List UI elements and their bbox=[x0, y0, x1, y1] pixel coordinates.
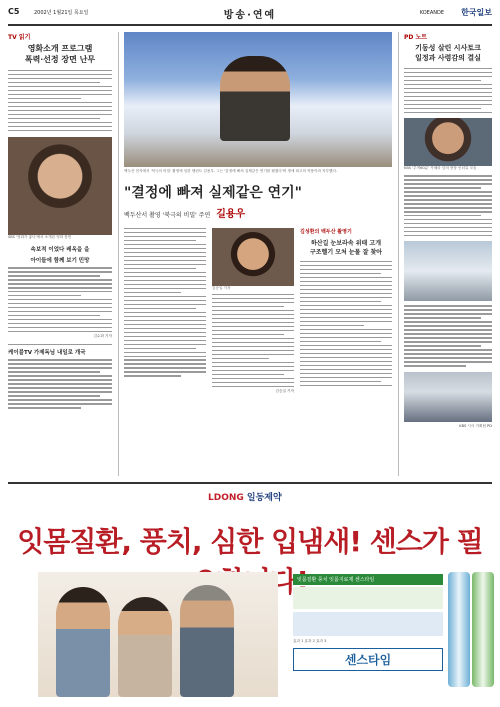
article-text-4 bbox=[124, 228, 206, 377]
right-headline-2: 일정과 사령감의 결실 bbox=[415, 53, 481, 62]
right-headline-1: 기동성 살린 시사토크 bbox=[415, 43, 481, 52]
right-tag: PD 노트 bbox=[404, 34, 428, 41]
left-byline: 김수화 기자 bbox=[93, 334, 112, 339]
ad-product-tube-1 bbox=[448, 572, 470, 687]
sidebar-headline-2: 구조헬기 모처 눈물 잘 찾아 bbox=[309, 249, 383, 256]
page-header bbox=[8, 4, 492, 26]
column-divider bbox=[118, 32, 119, 476]
ad-person-3 bbox=[180, 585, 234, 697]
advertisement bbox=[8, 482, 492, 700]
ad-box-note: 효과 1 효과 2 효과 3 bbox=[293, 639, 327, 643]
left-subhead-2: 아이들에 함께 보기 민망 bbox=[30, 258, 90, 265]
center-subhead-text: 백두산서 촬영 '북극의 비밀' 주연 bbox=[124, 212, 211, 220]
issue-date: 2002년 1월21일 목요일 bbox=[34, 10, 89, 16]
right-photo-caption: KBS '추적60분' 카메라 앞의 현장 인터뷰 모습 bbox=[404, 166, 477, 171]
right-photo-3 bbox=[404, 372, 492, 422]
left-column bbox=[8, 32, 112, 409]
article-text-2 bbox=[8, 267, 112, 332]
actor-figure bbox=[220, 56, 290, 141]
ad-product-name: 센스타임 bbox=[293, 648, 443, 671]
main-photo bbox=[124, 32, 392, 167]
ad-brand-a: LDONG bbox=[208, 493, 244, 503]
left-headline-1: 영화소개 프로그램 bbox=[27, 43, 93, 53]
center-sidebar bbox=[300, 228, 392, 386]
ad-box-green bbox=[293, 587, 443, 609]
article-text-7 bbox=[404, 68, 492, 113]
ad-product-tube-2 bbox=[472, 572, 494, 687]
ad-brand bbox=[208, 490, 282, 503]
main-photo-caption: 백두산 천지에서 '북극의 비밀' 촬영에 임한 탤런트 길용우. 그는 '감정에 빠져 실제같은 연기를 펼쳤다'며 생애 최고의 작품이라 자부했다. bbox=[124, 169, 338, 173]
center-byline: 김승일 기자 bbox=[275, 389, 294, 394]
ad-slogan: 잇몸질환, 풍치, 심한 입냄새! 센스가 필 다! bbox=[17, 525, 483, 598]
article-text-6 bbox=[300, 261, 392, 386]
article-text-8 bbox=[404, 175, 492, 236]
article-text-5 bbox=[212, 294, 294, 387]
article-text-3 bbox=[8, 359, 112, 408]
ad-box-blue bbox=[293, 612, 443, 636]
page-number: C5 bbox=[8, 7, 20, 16]
ad-box-title: 잇몸질환 풍치 잇몸지료제 센스타임 bbox=[293, 574, 443, 585]
center-small-photo bbox=[212, 228, 294, 286]
ad-person-2 bbox=[118, 597, 172, 697]
center-headline: "결정에 빠져 실제같은 연기" bbox=[124, 185, 302, 202]
center-small-photo-caption: 김승일 기자 bbox=[212, 286, 231, 290]
ad-info-box bbox=[293, 574, 443, 692]
left-photo bbox=[8, 137, 112, 235]
left-bottom-title: 케이블TV 가제독님 내일로 개국 bbox=[8, 344, 112, 356]
left-subhead: 속보적 이었다 레옥을 을 bbox=[30, 247, 90, 254]
web-address: KOEANDE bbox=[419, 10, 444, 16]
sidebar-tag: 김성환의 백두산 촬영기 bbox=[300, 229, 352, 235]
right-column bbox=[404, 32, 492, 429]
article-text bbox=[8, 70, 112, 131]
column-divider-2 bbox=[398, 32, 399, 476]
center-body-2 bbox=[212, 228, 294, 394]
right-photo bbox=[404, 118, 492, 166]
right-photo-2 bbox=[404, 241, 492, 301]
left-photo-caption: SBS '영화가 좋다'에서 소개된 영화 장면 bbox=[8, 235, 72, 240]
ad-person-1 bbox=[56, 587, 110, 697]
center-column bbox=[124, 32, 392, 220]
column-tag: TV 읽기 bbox=[8, 34, 31, 41]
center-subhead bbox=[124, 205, 392, 220]
left-headline-2: 폭력·선정 장면 난무 bbox=[24, 54, 96, 64]
right-byline: KBS 시사 기획팀 PD bbox=[459, 423, 492, 428]
center-body-1 bbox=[124, 228, 206, 377]
actor-name: 길용우 bbox=[216, 209, 246, 221]
section-title: 방송·연예 bbox=[223, 10, 277, 21]
article-text-9 bbox=[404, 305, 492, 366]
newspaper-logo: 한국일보 bbox=[461, 8, 492, 17]
ad-brand-b: 일동제약 bbox=[246, 493, 282, 503]
ad-photo bbox=[38, 572, 278, 697]
sidebar-headline-1: 하산길 눈보라속 위태 고개 bbox=[310, 240, 382, 247]
